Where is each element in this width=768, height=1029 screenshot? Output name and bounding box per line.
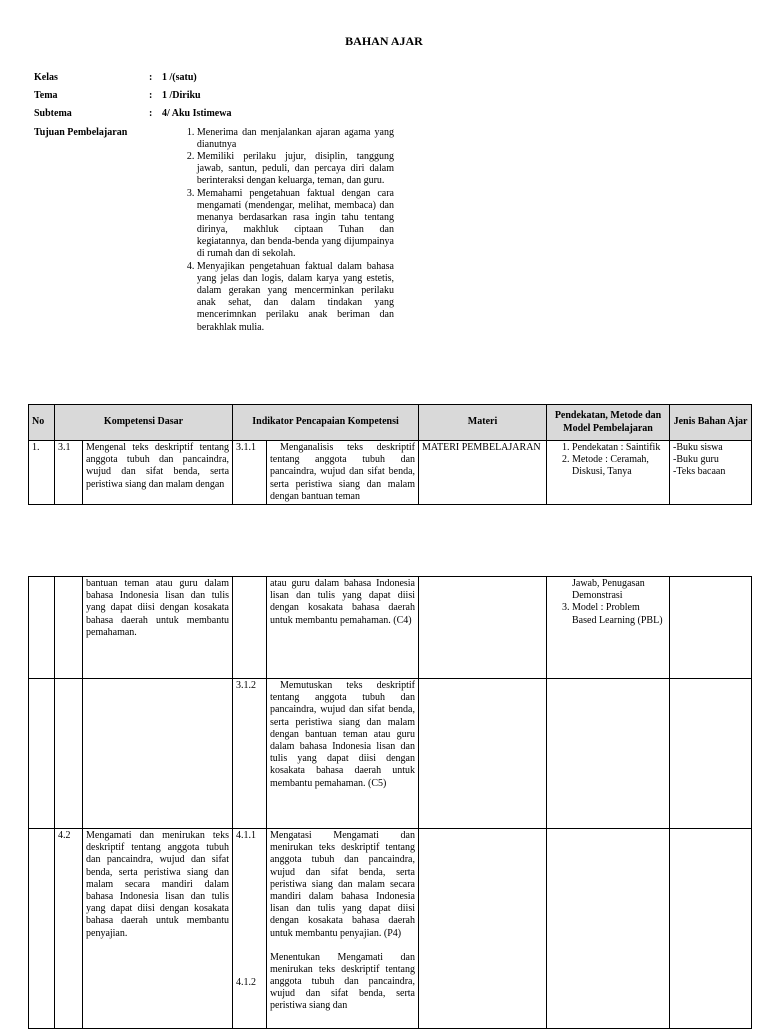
pendekatan-list: [550, 442, 666, 479]
jenis-item: -Buku guru: [673, 454, 719, 466]
tujuan-item: 1. Menerima dan menjalankan ajaran agama yang dianutnya: [197, 127, 394, 151]
ipk-code: 4.1.1: [236, 830, 256, 841]
ipk-text: Menentukan Mengamati dan menirukan teks deskriptif tentang anggota tubuh dan pancaindra, wujud dan sifat benda, serta peristiwa siang dan: [270, 951, 415, 1012]
ipk-text: atau guru dalam bahasa Indonesia lisan dan tulis yang dapat diisi dengan kosakata bahasa daerah untuk membantu pemahaman. (C4): [267, 577, 419, 679]
pendekatan-item: 2. Metode : Ceramah, Diskusi, Tanya: [572, 454, 666, 478]
header-kompetensi-dasar: Kompetensi Dasar: [55, 405, 233, 441]
pendekatan-cell: [547, 577, 670, 679]
jenis-item: -Teks bacaan: [673, 466, 726, 478]
info-row-tema: [34, 90, 394, 102]
kd-code: 3.1: [55, 441, 83, 505]
header-jenis-bahan-ajar: Jenis Bahan Ajar: [670, 405, 752, 441]
info-label: Kelas: [34, 72, 58, 83]
pendekatan-list: [550, 602, 666, 626]
competency-table: [28, 404, 752, 505]
info-label: Tema: [34, 90, 58, 102]
ipk-code: 3.1.1: [233, 441, 267, 505]
jenis-cell: [670, 441, 752, 505]
ipk-code: 3.1.2: [233, 679, 267, 829]
ipk-text: Menganalisis teks deskriptif tentang anggota tubuh dan pancaindra, wujud dan sifat benda, serta peristiwa siang dan malam dengan bantuan teman: [267, 441, 419, 505]
competency-table-continued: [28, 576, 752, 1029]
materi-text: MATERI PEMBELAJARAN: [419, 441, 547, 505]
header-indikator: Indikator Pencapaian Kompetensi: [233, 405, 419, 441]
ipk-code-cell: [233, 829, 267, 1029]
header-no: No: [29, 405, 55, 441]
tujuan-list: [178, 127, 394, 334]
kd-code: 4.2: [55, 829, 83, 1029]
kd-text: bantuan teman atau guru dalam bahasa Indonesia lisan dan tulis yang dapat diisi dengan kosakata bahasa daerah untuk membantu pemahaman.: [83, 577, 233, 679]
info-separator: :: [149, 72, 153, 83]
ipk-text: Memutuskan teks deskriptif tentang anggota tubuh dan pancaindra, wujud dan sifat benda, serta peristiwa siang dan malam dengan bantuan teman atau guru dalam bahasa Indonesia lisan dan tulis yang dapat diisi dengan kosakata bahasa daerah untuk membantu pemahaman. (C5): [267, 679, 419, 829]
kd-text: Mengenal teks deskriptif tentang anggota tubuh dan pancaindra, wujud dan sifat benda, serta peristiwa siang dan malam dengan: [83, 441, 233, 505]
info-section: [34, 72, 394, 334]
table-header-row: [29, 405, 752, 441]
table-row: [29, 577, 752, 679]
kd-text: Mengamati dan menirukan teks deskriptif tentang anggota tubuh dan pancaindra, wujud dan sifat benda, serta peristiwa siang dan malam secara mandiri dalam bahasa Indonesia lisan dan tulis yang dapat diisi dengan kosakata bahasa daerah untuk membantu penyajian.: [83, 829, 233, 1029]
header-materi: Materi: [419, 405, 547, 441]
document-title: BAHAN AJAR: [345, 34, 423, 48]
ipk-code: 4.1.2: [236, 977, 256, 989]
table-row: [29, 829, 752, 1029]
info-separator: :: [149, 90, 153, 102]
info-value: 1 /(satu): [162, 72, 197, 83]
header-pendekatan: Pendekatan, Metode dan Model Pembelajaran: [547, 405, 670, 441]
row-number: 1.: [29, 441, 55, 505]
info-label: Subtema: [34, 108, 72, 120]
info-value: 1 /Diriku: [162, 90, 201, 102]
tujuan-label: Tujuan Pembelajaran: [34, 126, 128, 138]
table-row: [29, 679, 752, 829]
ipk-text: Mengatasi Mengamati dan menirukan teks deskriptif tentang anggota tubuh dan pancaindra, wujud dan sifat benda, serta peristiwa siang dan malam secara mandiri dalam bahasa Indonesia lisan dan tulis yang dapat diisi dengan kosakata bahasa daerah untuk membantu penyajian. (P4): [270, 830, 415, 939]
ipk-text-cell: [267, 829, 419, 1029]
pendekatan-continuation: Jawab, Penugasan Demonstrasi: [572, 578, 645, 602]
tujuan-item: 3. Memahami pengetahuan faktual dengan cara mengamati (mendengar, melihat, membaca) dan menanya berdasarkan rasa ingin tahu tentang dirinya, makhluk ciptaan Tuhan dan kegiatannya, dan benda-benda yang dijumpainya di rumah dan di sekolah.: [197, 188, 394, 261]
tujuan-item: 4. Menyajikan pengetahuan faktual dalam bahasa yang jelas dan logis, dalam karya yang estetis, dalam gerakan yang mencerminkan perilaku anak sehat, dan dalam tindakan yang mencerimnkan perilaku anak beriman dan berakhlak mulia.: [197, 261, 394, 334]
info-row-kelas: [34, 72, 394, 84]
info-separator: :: [149, 108, 153, 120]
jenis-item: -Buku siswa: [673, 442, 723, 453]
tujuan-item: 2. Memiliki perilaku jujur, disiplin, tanggung jawab, santun, peduli, dan percaya diri dalam berinteraksi dengan keluarga, teman, dan guru.: [197, 151, 394, 188]
pendekatan-item: 1. Pendekatan : Saintifik: [572, 442, 666, 454]
pendekatan-cell: [547, 441, 670, 505]
info-value: 4/ Aku Istimewa: [162, 108, 232, 120]
table-row: [29, 441, 752, 505]
tujuan-pembelajaran: [34, 127, 394, 334]
info-row-subtema: [34, 108, 394, 120]
pendekatan-item: 3. Model : Problem Based Learning (PBL): [572, 602, 666, 626]
